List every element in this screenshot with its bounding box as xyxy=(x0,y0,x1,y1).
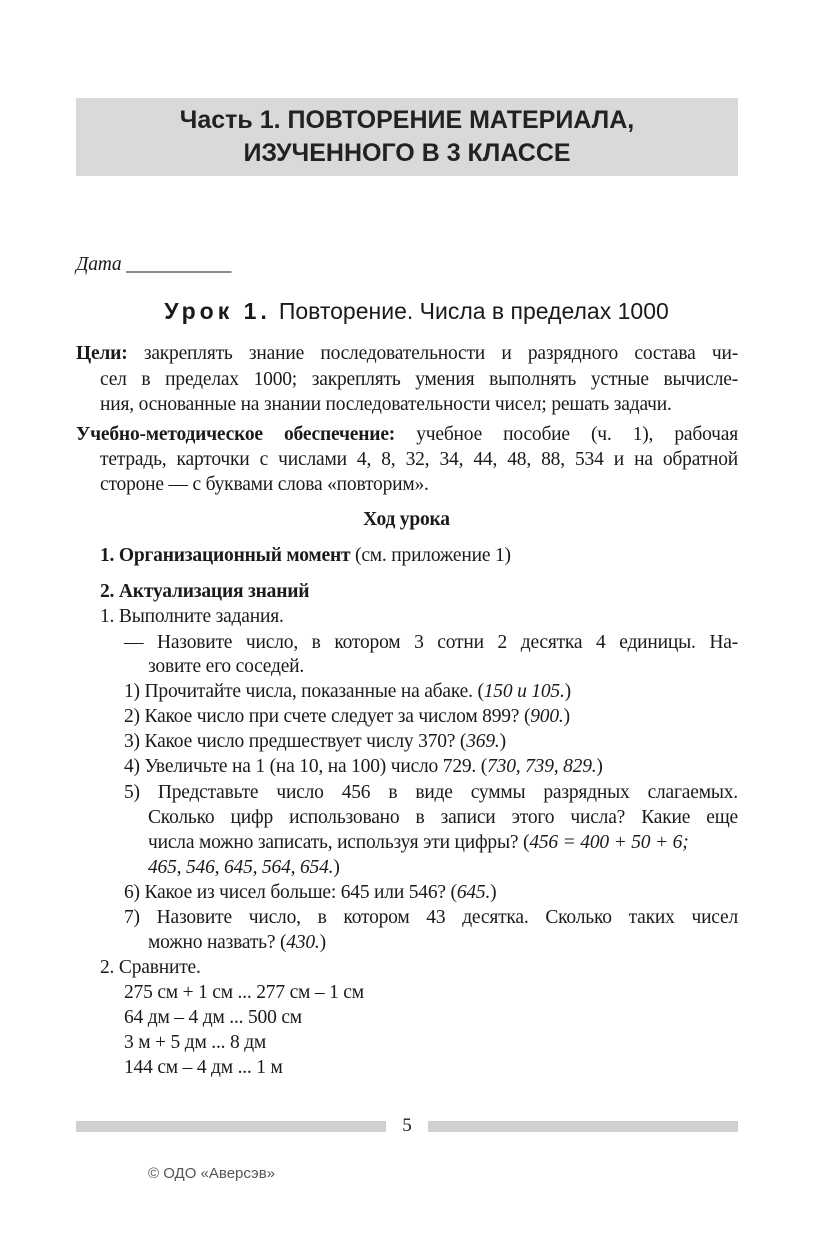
materials-line: тетрадь, карточки с числами 4, 8, 32, 34, 44, 48, 88, 534 и на обратной xyxy=(100,449,738,470)
lesson-title: Повторение. Числа в пределах 1000 xyxy=(278,298,669,324)
task2-title: 2. Сравните. xyxy=(100,957,201,978)
compare-item: 64 дм – 4 дм ... 500 см xyxy=(124,1007,302,1028)
compare-item: 144 см – 4 дм ... 1 м xyxy=(124,1057,283,1078)
question-5-line: числа можно записать, используя эти цифры? (456 = 400 + 50 + 6; xyxy=(148,832,689,853)
goals-line xyxy=(76,342,738,366)
section-1-label: 1. Организационный момент xyxy=(100,545,351,566)
task1-line: — Назовите число, в котором 3 сотни 2 десятка 4 единицы. На- xyxy=(124,632,738,653)
page-number: 5 xyxy=(402,1115,412,1136)
question-5-line: Сколько цифр использовано в записи этого числа? Какие еще xyxy=(148,807,738,828)
question-2: 2) Какое число при счете следует за числом 899? (900.) xyxy=(124,706,570,727)
section-1 xyxy=(100,544,511,568)
goals-text: закреплять знание последовательности и разрядного состава чи- xyxy=(143,343,738,364)
lesson-heading xyxy=(0,298,833,325)
question-7: 7) Назовите число, в котором 43 десятка. Сколько таких чисел xyxy=(124,907,738,928)
question-6: 6) Какое из чисел больше: 645 или 546? (645.) xyxy=(124,882,497,903)
answer: 369. xyxy=(466,731,500,752)
question-7-line: можно назвать? (430.) xyxy=(148,932,326,953)
compare-item: 275 см + 1 см ... 277 см – 1 см xyxy=(124,982,364,1003)
compare-item: 3 м + 5 дм ... 8 дм xyxy=(124,1032,267,1053)
answer: 456 = 400 + 50 + 6; xyxy=(529,832,689,853)
answer: 900. xyxy=(530,706,564,727)
lesson-number: Урок 1. xyxy=(164,298,271,324)
task1-title: 1. Выполните задания. xyxy=(100,606,284,627)
goals-line: сел в пределах 1000; закреплять умения выполнять устные вычисле- xyxy=(100,369,738,390)
answer: 430. xyxy=(286,932,320,953)
goals-line: ния, основанные на знании последовательности чисел; решать задачи. xyxy=(100,394,672,415)
answer: 150 и 105. xyxy=(483,681,565,702)
materials-line xyxy=(76,423,738,447)
date-blank: ___________ xyxy=(126,254,232,275)
question-5-line: 465, 546, 645, 564, 654.) xyxy=(148,857,340,878)
materials-label: Учебно-методическое обеспечение: xyxy=(76,424,396,445)
footer-rule-right xyxy=(428,1121,738,1132)
answer: 645. xyxy=(456,882,491,903)
materials-text: учебное пособие (ч. 1), рабочая xyxy=(416,424,738,445)
part-header xyxy=(76,98,738,176)
part-title-line2: ИЗУЧЕННОГО В 3 КЛАССЕ xyxy=(243,139,571,167)
goals-label: Цели: xyxy=(76,343,128,364)
footer-rule-left xyxy=(76,1121,386,1132)
date-field xyxy=(76,253,231,277)
question-5: 5) Представьте число 456 в виде суммы разрядных слагаемых. xyxy=(124,782,738,803)
answer: 730, 739, 829. xyxy=(487,756,597,777)
section-2-label: 2. Актуализация знаний xyxy=(100,581,310,602)
question-1: 1) Прочитайте числа, показанные на абаке. (150 и 105.) xyxy=(124,681,571,702)
part-title-line1: Часть 1. ПОВТОРЕНИЕ МАТЕРИАЛА, xyxy=(179,106,635,134)
date-label: Дата xyxy=(76,254,122,275)
question-3: 3) Какое число предшествует числу 370? (369.) xyxy=(124,731,506,752)
course-title: Ход урока xyxy=(363,509,450,530)
copyright: © ОДО «Аверсэв» xyxy=(148,1165,276,1182)
materials-line: стороне — с буквами слова «повторим». xyxy=(100,474,429,495)
task1-line: зовите его соседей. xyxy=(148,656,305,677)
question-4: 4) Увеличьте на 1 (на 10, на 100) число 729. (730, 739, 829.) xyxy=(124,756,603,777)
answer: 465, 546, 645, 564, 654. xyxy=(148,857,334,878)
section-1-note: (см. приложение 1) xyxy=(355,545,511,566)
